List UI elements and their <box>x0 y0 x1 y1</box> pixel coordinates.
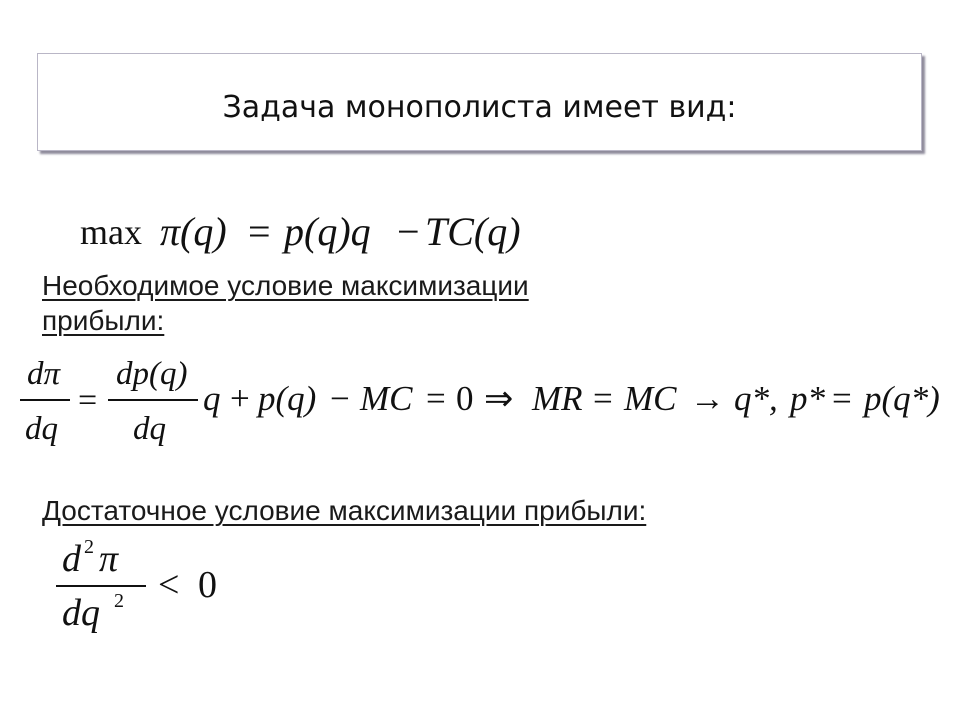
equals-sign-3: = <box>593 379 613 418</box>
necessary-heading-line2: прибыли: <box>42 305 165 336</box>
arrow-symbol: → <box>690 379 725 418</box>
equals-sign-2: = <box>426 379 446 418</box>
marginal-cost-2: MC <box>624 379 677 418</box>
fraction2-denominator: dq <box>133 411 166 447</box>
sufficient-condition-heading: Достаточное условие максимизации прибыли: <box>42 495 647 526</box>
profit-symbol: π <box>99 538 119 580</box>
optimal-price: p* <box>790 379 825 418</box>
title-box <box>37 53 922 151</box>
fraction2-bar <box>108 399 198 401</box>
fraction1-bar <box>20 399 70 401</box>
equals-sign-4: = <box>832 379 852 418</box>
zero-value: 0 <box>456 379 474 418</box>
max-operator: max <box>80 212 142 252</box>
price-at-optimum: p(q*) <box>864 379 940 418</box>
cost-term: TC(q) <box>425 209 521 254</box>
fraction2-numerator: dp(q) <box>116 356 188 392</box>
slide-title: Задача монополиста имеет вид: <box>222 90 737 125</box>
implies-symbol: ⇒ <box>484 379 514 418</box>
marginal-cost: MC <box>360 379 413 418</box>
fraction1-numerator: dπ <box>27 356 61 392</box>
plus-sign: + <box>230 379 250 418</box>
denominator-exponent: 2 <box>114 590 124 612</box>
zero-bound: 0 <box>198 564 217 606</box>
profit-function: π(q) <box>160 209 227 254</box>
equals-sign-1: = <box>78 382 98 419</box>
less-than-sign: < <box>158 564 180 606</box>
fraction1-denominator: dq <box>25 411 58 447</box>
numerator-exponent: 2 <box>84 536 94 558</box>
second-fraction-bar <box>56 585 146 587</box>
necessary-heading-line1: Необходимое условие максимизации <box>42 270 529 301</box>
minus-sign: − <box>397 209 420 254</box>
price-term: p(q) <box>258 379 317 418</box>
equals-sign: = <box>248 209 271 254</box>
second-derivative-d: d <box>62 538 81 580</box>
marginal-revenue: MR <box>532 379 583 418</box>
second-denominator: dq <box>62 592 100 634</box>
minus-sign-2: − <box>330 379 350 418</box>
necessary-condition-heading <box>42 268 529 338</box>
q-term: q <box>203 379 221 418</box>
revenue-term: p(q)q <box>284 209 371 254</box>
optimal-quantity: q*, <box>734 379 778 418</box>
